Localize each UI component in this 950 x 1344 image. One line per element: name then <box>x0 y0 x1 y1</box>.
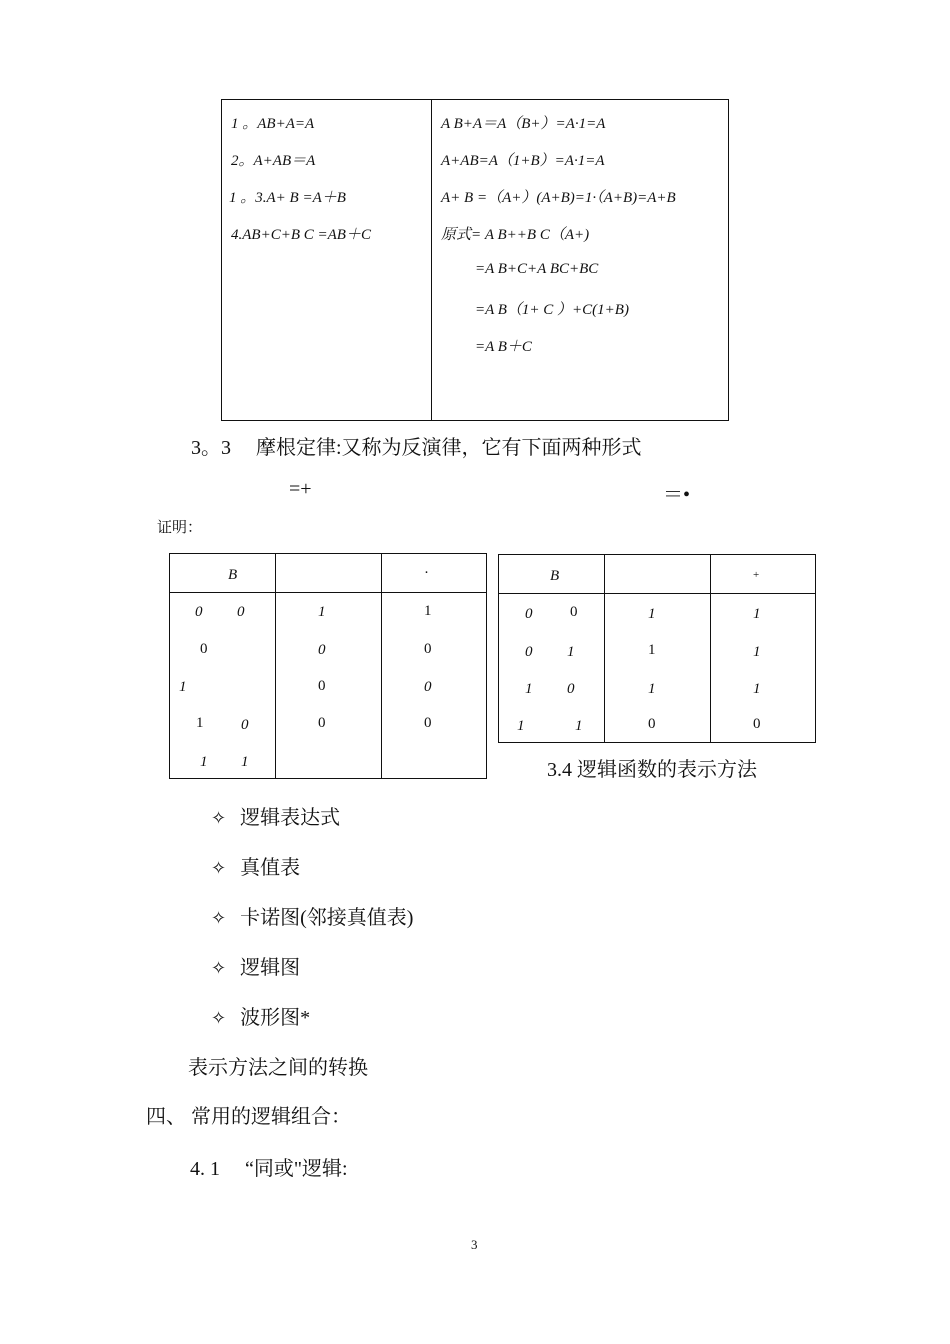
conversion-text: 表示方法之间的转换 <box>188 1057 368 1079</box>
list-item <box>211 851 300 880</box>
section-41-heading: 4. 1 “同或"逻辑: <box>190 1158 348 1180</box>
table-left-r3-c: 0 <box>318 678 326 694</box>
list-item-label: 卡诺图(邻接真值表) <box>240 907 414 929</box>
table-right-r4-c: 0 <box>648 716 656 732</box>
section-34-heading: 3.4 逻辑函数的表示方法 <box>547 759 757 781</box>
table-right-r4-b: 1 <box>575 718 583 734</box>
diamond-star-icon: ✧ <box>211 908 227 929</box>
table-left-r1-a: 0 <box>195 604 203 620</box>
section-33-heading: 3。3 摩根定律:又称为反演律，它有下面两种形式 <box>191 437 642 459</box>
diamond-star-icon: ✧ <box>211 858 227 879</box>
list-item <box>211 901 413 930</box>
table-left-header-3: · <box>424 565 429 581</box>
table-right-r2-d: 1 <box>753 644 761 660</box>
table-left-r5-a: 1 <box>200 754 208 770</box>
formula-right: ＝• <box>663 484 691 506</box>
table-right-r2-b: 1 <box>567 644 575 660</box>
theorem-box <box>221 99 729 421</box>
theorem-left-1: 1 。AB+A=A <box>231 116 315 132</box>
table-left-r1-b: 0 <box>237 604 245 620</box>
list-item-label: 逻辑表达式 <box>240 807 341 829</box>
table-right-r1-c: 1 <box>648 606 656 622</box>
table-right-header-3: + <box>753 569 760 581</box>
table-left-r4-b: 0 <box>241 717 249 733</box>
table-left-r4-a: 1 <box>196 715 204 731</box>
table-right-r3-d: 1 <box>753 681 761 697</box>
table-right-r3-b: 0 <box>567 681 575 697</box>
list-item-label: 波形图* <box>240 1007 311 1029</box>
diamond-star-icon: ✧ <box>211 808 227 829</box>
page-number: 3 <box>471 1237 478 1252</box>
theorem-right-6: =A B（1+ C ）+C(1+B) <box>475 302 629 318</box>
list-item-label: 真值表 <box>240 857 301 879</box>
list-item <box>211 801 340 830</box>
table-left-r3-a: 1 <box>179 679 187 695</box>
table-left-r3-d: 0 <box>424 679 432 695</box>
table-right-r4-a: 1 <box>517 718 525 734</box>
truth-table-right <box>498 554 816 743</box>
table-left-r2-c: 0 <box>318 642 326 658</box>
table-right-r3-c: 1 <box>648 681 656 697</box>
theorem-right-4: 原式= A B++B C（A+) <box>441 227 590 243</box>
table-right-r1-a: 0 <box>525 606 533 622</box>
table-left-r4-c: 0 <box>318 715 326 731</box>
proof-label: 证明： <box>157 520 203 536</box>
diamond-star-icon: ✧ <box>211 958 227 979</box>
theorem-right-2: A+AB=A（1+B）=A·1=A <box>441 153 605 169</box>
table-left-header-b: B <box>228 567 238 583</box>
table-left-r5-b: 1 <box>241 754 249 770</box>
theorem-right-7: =A B＋C <box>475 339 532 355</box>
theorem-left-3: 1 。3.A+ B =A＋B <box>229 190 346 206</box>
table-left-r4-d: 0 <box>424 715 432 731</box>
table-left-r2-a: 0 <box>200 641 208 657</box>
table-left-r1-d: 1 <box>424 603 432 619</box>
table-right-r1-d: 1 <box>753 606 761 622</box>
table-right-r3-a: 1 <box>525 681 533 697</box>
table-right-r1-b: 0 <box>570 604 578 620</box>
table-right-r2-c: 1 <box>648 642 656 658</box>
theorem-right-1: A B+A＝A（B+）=A·1=A <box>441 116 606 132</box>
theorem-left-4: 4.AB+C+B C =AB＋C <box>231 227 371 243</box>
theorem-box-divider <box>431 99 432 421</box>
formula-left: =+ <box>289 478 312 500</box>
theorem-right-5: =A B+C+A BC+BC <box>475 261 599 277</box>
list-item <box>211 1001 310 1030</box>
list-item <box>211 951 300 980</box>
table-right-r2-a: 0 <box>525 644 533 660</box>
theorem-left-2: 2。A+AB＝A <box>231 153 316 169</box>
table-right-header-b: B <box>550 568 560 584</box>
table-right-r4-d: 0 <box>753 716 761 732</box>
diamond-star-icon: ✧ <box>211 1008 227 1029</box>
truth-table-left <box>169 553 487 779</box>
section-4-heading: 四、 常用的逻辑组合： <box>146 1106 351 1128</box>
theorem-right-3: A+ B =（A+）(A+B)=1·（A+B)=A+B <box>441 190 676 206</box>
table-left-r1-c: 1 <box>318 604 326 620</box>
list-item-label: 逻辑图 <box>240 957 301 979</box>
table-left-r2-d: 0 <box>424 641 432 657</box>
